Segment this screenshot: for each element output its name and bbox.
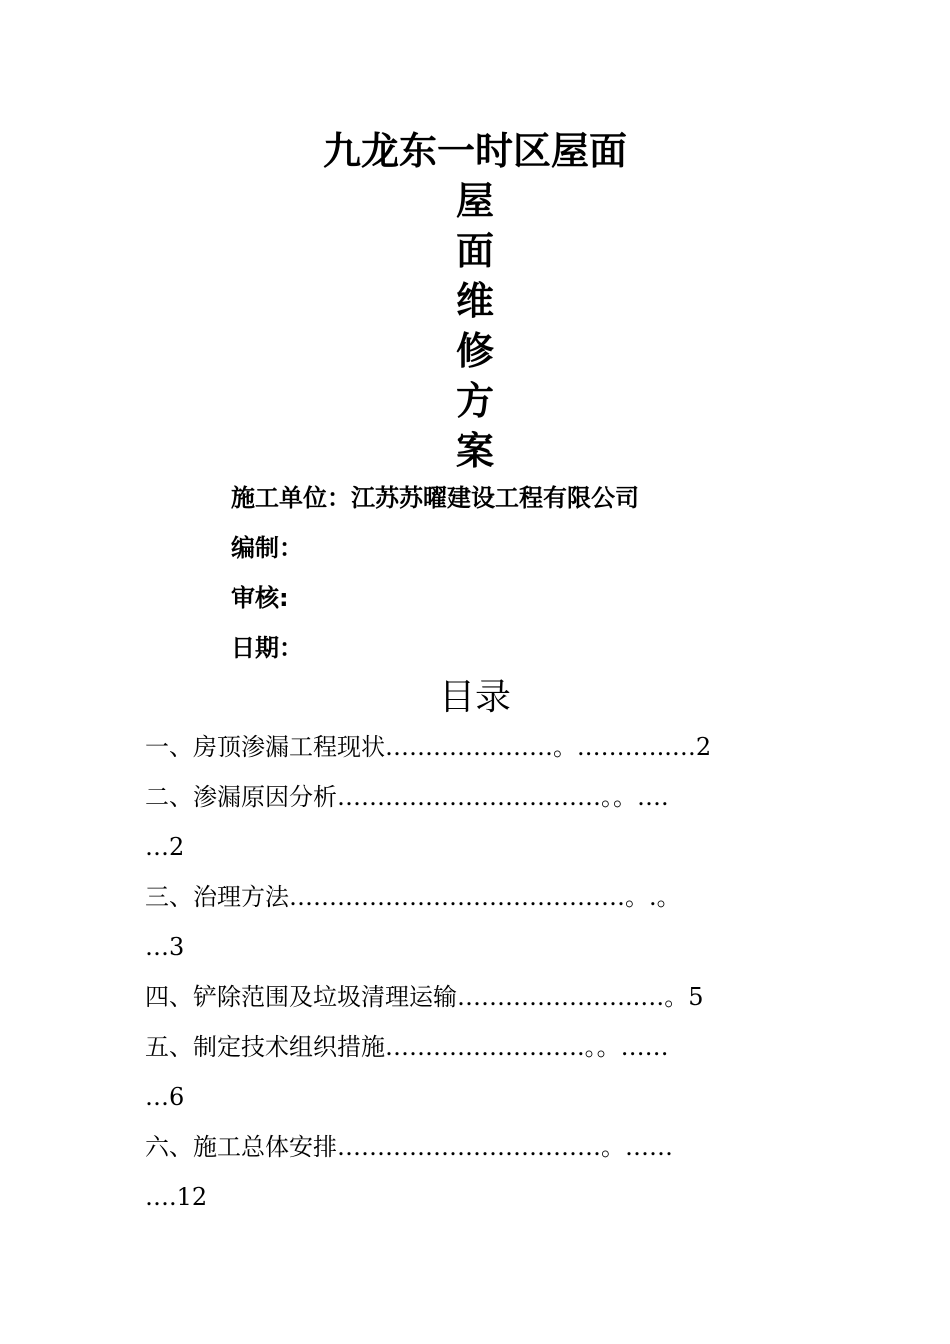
construction-company: 施工单位：江苏苏曜建设工程有限公司 xyxy=(231,484,639,512)
toc-line: …6 xyxy=(145,1083,185,1111)
toc-line: …2 xyxy=(145,833,185,861)
toc-line: 四、铲除范围及垃圾清理运输…………………..…。5 xyxy=(145,983,704,1011)
document-title: 九龙东一时区屋面 xyxy=(322,129,627,173)
toc-line: 一、房顶渗漏工程现状…………………。.………..…2 xyxy=(145,733,712,761)
vertical-title-char: 面 xyxy=(455,229,494,273)
date-label: 日期： xyxy=(231,634,303,662)
vertical-title-char: 维 xyxy=(455,279,494,323)
vertical-title-char: 案 xyxy=(455,429,494,473)
vertical-title-char: 屋 xyxy=(455,179,494,223)
toc-line: ….12 xyxy=(145,1183,208,1211)
toc-line: 二、渗漏原因分析……………………………。。…. xyxy=(145,783,669,811)
reviewer-label: 审核: xyxy=(231,584,289,612)
toc-title: 目录 xyxy=(438,677,511,718)
vertical-title-char: 修 xyxy=(455,329,494,373)
editor-label: 编制： xyxy=(231,534,303,562)
toc-line: 三、治理方法……………………………………。.。 xyxy=(145,883,681,911)
toc-line: …3 xyxy=(145,933,185,961)
toc-line: 五、制定技术组织措施…………………….。。…… xyxy=(145,1033,669,1061)
vertical-title-char: 方 xyxy=(455,379,494,423)
toc-line: 六、施工总体安排……………………………。…… xyxy=(145,1133,673,1161)
